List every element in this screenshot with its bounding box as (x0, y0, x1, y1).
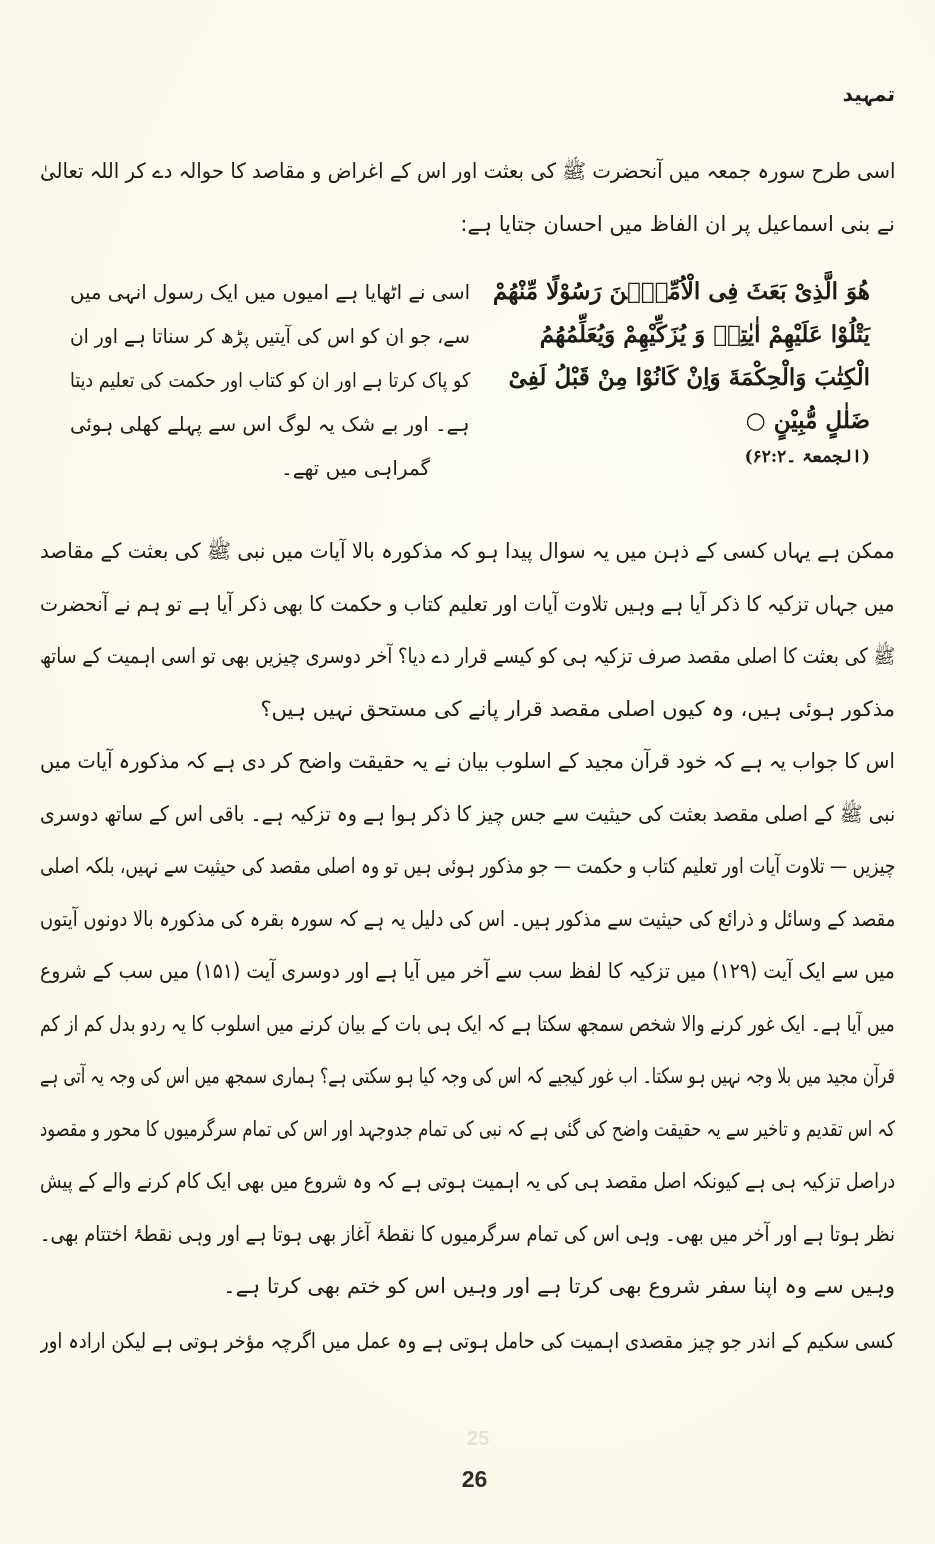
paragraph-scheme (40, 1315, 895, 1368)
text-line: چیزیں — تلاوت آیات اور تعلیم کتاب و حکمت — جو مذکور ہوئی ہیں تو وہ اصلی مقصد کی حیثیت سے نہیں، بلکہ اصلی (40, 854, 895, 878)
verse-line: الْكِتٰبَ وَالْحِكْمَةَ وَاِنْ كَانُوْا مِنْ قَبْلُ لَفِیْ (508, 364, 870, 391)
intro-paragraph (40, 145, 895, 250)
text-line: کسی سکیم کے اندر جو چیز مقصدی اہمیت کی حامل ہوتی ہے وہ عمل میں اگرچہ مؤخر ہوتی ہے لیکن ارادہ اور (40, 1329, 895, 1353)
translation-line: اسی نے اٹھایا ہے امیوں میں ایک رسول انہی میں (69, 280, 470, 304)
chapter-header: تمہید (842, 82, 895, 106)
verse-line: ضَلٰلٍ مُّبِيْنٍ ○ (745, 407, 870, 434)
translation-line: سے، جو ان کو اس کی آیتیں پڑھ کر سناتا ہے اور ان (70, 324, 470, 348)
verse-translation (70, 270, 470, 490)
text-line: اسی طرح سورہ جمعہ میں آنحضرت ﷺ کی بعثت اور اس کے اغراض و مقاصد کا حوالہ دے کر اللہ تعالیٰ (40, 159, 895, 183)
page-number: 26 (461, 1466, 488, 1492)
translation-line: گمراہی میں تھے۔ (281, 456, 430, 480)
paragraph-answer (40, 735, 895, 1313)
text-line: نبی ﷺ کے اصلی مقصد بعثت کی حیثیت سے جس چیز کا ذکر ہوا ہے وہ تزکیہ ہے۔ باقی اس کے ساتھ دوسری (40, 801, 895, 826)
translation-line: کو پاک کرتا ہے اور ان کو کتاب اور حکمت کی تعلیم دیتا (69, 368, 470, 392)
text-line: میں جہاں تزکیہ کا ذکر آیا ہے وہیں تلاوت آیات اور تعلیم کتاب و حکمت کا بھی ذکر آیا ہے تو ہم نے آنحضرت (40, 591, 895, 616)
text-line: ﷺ کی بعثت کا اصلی مقصد صرف تزکیہ ہی کو کیسے قرار دے دیا؟ آخر دوسری چیزیں بھی تو اسی اہمیت کے ساتھ (40, 644, 895, 668)
text-line: مقصد کے وسائل و ذرائع کی حیثیت سے مذکور ہیں۔ اس کی دلیل یہ ہے کہ سورہ بقرہ کی مذکورہ بالا دونوں آیتوں (40, 906, 895, 931)
text-line: ممکن ہے یہاں کسی کے ذہن میں یہ سوال پیدا ہو کہ مذکورہ بالا آیات میں نبی ﷺ کی بعثت کے مقاصد (40, 539, 895, 563)
paragraph-question (40, 525, 895, 735)
text-line: نے بنی اسماعیل پر ان الفاظ میں احسان جتایا ہے: (460, 211, 895, 236)
text-line: دراصل تزکیہ ہی ہے کیونکہ اصل مقصد ہی کی یہ اہمیت ہوتی ہے کہ وہ شروع میں بھی ایک کام کرنے والے کے پیش (40, 1169, 895, 1193)
text-line: مذکور ہوئی ہیں، وہ کیوں اصلی مقصد قرار پانے کی مستحق نہیں ہیں؟ (260, 696, 895, 721)
quran-quote-block (70, 270, 895, 510)
verse-line: هُوَ الَّذِیْ بَعَثَ فِی الْاُمِّیّٖنَ رَسُوْلًا مِّنْهُمْ (492, 278, 870, 305)
text-line: وہیں سے وہ اپنا سفر شروع بھی کرتا ہے اور وہیں اس کو ختم بھی کرتا ہے۔ (223, 1274, 895, 1298)
text-line: نظر ہوتا ہے اور آخر میں بھی۔ وہی اس کی تمام سرگرمیوں کا نقطۂ آغاز بھی ہوتا ہے اور وہی نقطۂ اختتام بھی۔ (40, 1221, 895, 1246)
verse-line: يَتْلُوْا عَلَيْهِمْ اٰيٰتِهٖ وَ يُزَكِّيْهِمْ وَيُعَلِّمُهُمُ (539, 321, 870, 348)
text-line: میں آیا ہے۔ ایک غور کرنے والا شخص سمجھ سکتا ہے کہ ایک ہی بات کے بیان کرنے میں اسلوب کا یہ ردو بدل کم از کم (40, 1011, 895, 1036)
translation-line: ہے۔ اور بے شک یہ لوگ اس سے پہلے کھلی ہوئی (70, 412, 470, 436)
verse-reference: (الجمعۃ ۔۶۲:۲) (744, 447, 870, 467)
bleed-through-page-number: 25 (467, 1428, 490, 1450)
text-line: کہ اس تقدیم و تاخیر سے یہ حقیقت واضح کی گئی ہے کہ نبی کی تمام جدوجہد اور اس کی تمام سرگرمیوں کا محور و مقصود (40, 1116, 895, 1141)
text-line: اس کا جواب یہ ہے کہ خود قرآن مجید کے اسلوب بیان نے یہ حقیقت واضح کر دی ہے کہ مذکورہ آیات میں (40, 749, 895, 773)
arabic-verse (470, 270, 870, 472)
text-line: میں سے ایک آیت (۱۲۹) میں تزکیہ کا لفظ سب سے آخر میں آیا ہے اور دوسری آیت (۱۵۱) میں سب کے شروع (40, 959, 895, 983)
text-line: قرآن مجید میں بلا وجہ نہیں ہو سکتا۔ اب غور کیجیے کہ اس کی وجہ کیا ہو سکتی ہے؟ ہماری سمجھ میں اس کی وجہ یہ آتی ہے (40, 1064, 895, 1088)
